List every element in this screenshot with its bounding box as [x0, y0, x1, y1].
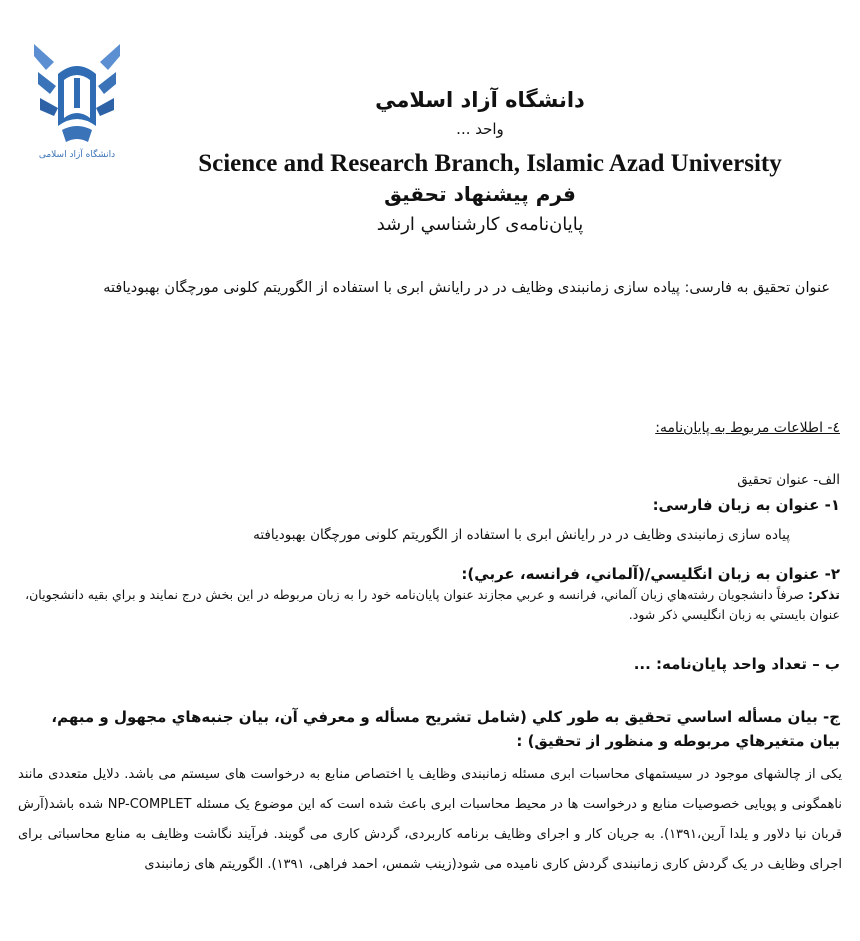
university-logo — [28, 34, 126, 184]
logo-caption: دانشگاه آزاد اسلامی — [38, 150, 116, 160]
problem-statement-heading: ج- بيان مسأله اساسي تحقيق به طور کلي (شامل تشريح مسأله و معرفي آن، بيان جنبه‌هاي مجهول و مبهم، بيان متغيرهاي مربوطه و منظور از تحقيق) : — [51, 708, 840, 750]
problem-statement-text: یکی از چالشهای موجود در سیستمهای محاسبات ابری مسئله زمانبندی وظایف یا اختصاص منابع به درخواست های سیستم می باشد. دلایل متعددی مانند ناهمگونی و پویایی خصوصیات منابع و درخواست ها در محیط محاسبات ابری باعث شده است که این موضوع یک مسئله NP-COMPLET شده باشد(آرش قربان نیا دلاور و یلدا آرین،۱۳۹۱). به جریان کار و اجرای وظایف برنامه کاربردی، گردش کاری می گویند. فرآیند نگاشت وظایف به منابع محاسباتی برای اجرای وظایف در یک گردش کاری زمانبندی گردش کاری نامیده می شود(زینب شمس، احمد فراهی، ۱۳۹۱). الگوریتم های زمانبندی — [18, 767, 842, 872]
section-4-heading: ٤- اطلاعات مربوط به پایان‌نامه: — [655, 420, 840, 436]
alef-heading: الف- عنوان تحقيق — [737, 472, 840, 488]
university-name-fa: دانشگاه آزاد اسلامي — [375, 88, 585, 112]
form-title: فرم پيشنهاد تحقيق — [384, 182, 576, 206]
english-title-heading: ۲- عنوان به زبان انگليسي/(آلماني، فرانسه، عربي): — [461, 565, 840, 583]
units-heading: ب – تعداد واحد پايان‌نامه: ... — [633, 655, 840, 673]
unit-label: واحد ... — [456, 120, 504, 138]
note-paragraph — [22, 585, 840, 625]
university-name-en: Science and Research Branch, Islamic Azad University — [198, 150, 782, 177]
note-label: تذکر: — [808, 587, 840, 602]
note-text: صرفاً دانشجويان رشته‌هاي زبان آلماني، فرانسه و عربي مجازند عنوان پايان‌نامه خود را به زبان مربوطه در اين بخش درج نمايند و براي بقيه دانشجويان، عنوان بايستي به زبان انگليسي ذکر شود. — [25, 587, 840, 622]
persian-title-text: پیاده سازی زمانبندی وظایف در در رایانش ابری با استفاده از الگوریتم کلونی مورچگان بهبودیافته — [253, 527, 790, 543]
islamic-azad-university-logo-icon — [28, 34, 126, 152]
research-title-fa: عنوان تحقیق به فارسی: پیاده سازی زمانبندی وظایف در در رایانش ابری با استفاده از الگوریتم کلونی مورچگان بهبودیافته — [103, 280, 830, 296]
thesis-type: پايان‌نامه‌ی کارشناسي ارشد — [376, 214, 584, 235]
persian-title-heading: ۱- عنوان به زبان فارسی: — [652, 496, 840, 514]
